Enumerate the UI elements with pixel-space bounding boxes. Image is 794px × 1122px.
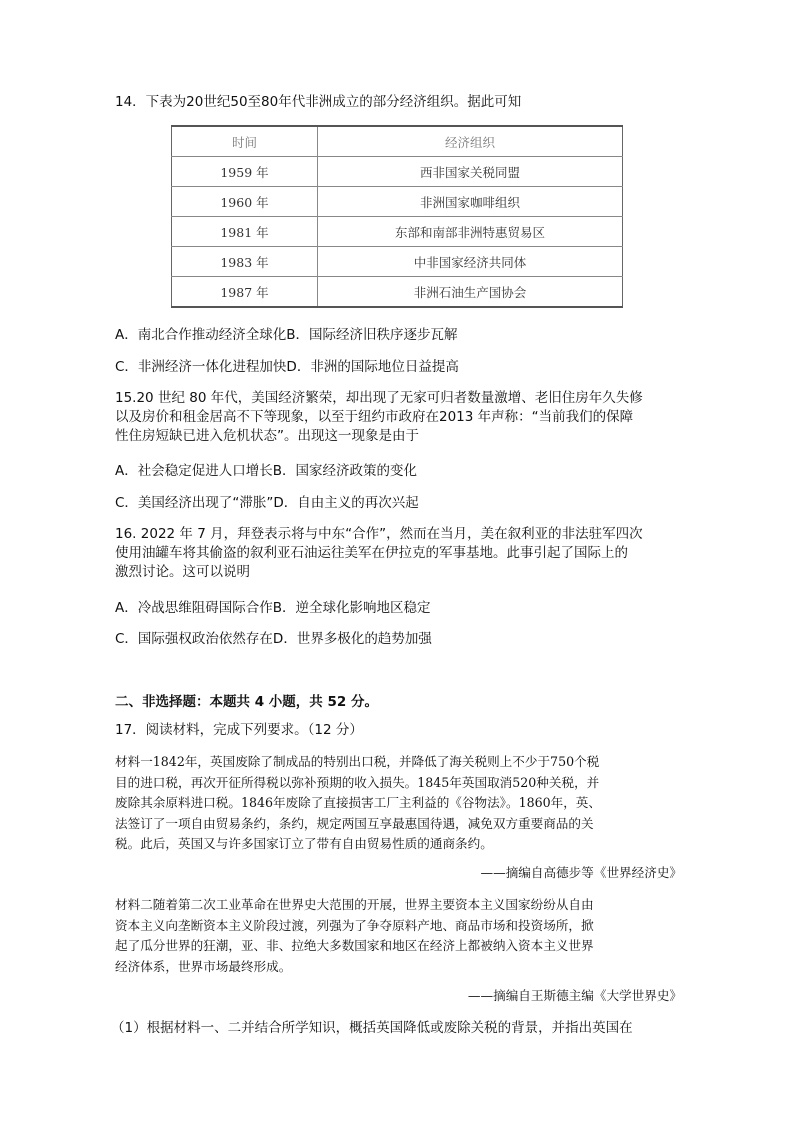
table-row: [172, 277, 623, 308]
q15-options-ab: A．社会稳定促进人口增长B．国家经济政策的变化: [115, 463, 417, 479]
table-cell-year: 1981 年: [172, 217, 318, 247]
material-line: 材料二随着第二次工业革命在世界史大范围的开展，世界主要资本主义国家纷纷从自由: [115, 897, 594, 912]
table-cell-org: 非洲国家咖啡组织: [318, 187, 623, 217]
table-cell-org: 中非国家经济共同体: [318, 247, 623, 277]
q17-subquestion-1: （1）根据材料一、二并结合所学知识，概括英国降低或废除关税的背景，并指出英国在: [111, 1020, 633, 1036]
table-cell-org: 西非国家关税同盟: [318, 157, 623, 187]
table-cell-org: 东部和南部非洲特惠贸易区: [318, 217, 623, 247]
q14-table: [171, 125, 623, 308]
material-line: 税。此后，英国又与许多国家订立了带有自由贸易性质的通商条约。: [115, 836, 493, 851]
q15-stem-line: 15.20 世纪 80 年代，美国经济繁荣，却出现了无家可归者数量激增、老旧住房年久失修: [115, 390, 643, 406]
table-row: [172, 247, 623, 277]
q16-options-cd: C．国际强权政治依然存在D．世界多极化的趋势加强: [115, 631, 432, 647]
q14-options-cd: C．非洲经济一体化进程加快D．非洲的国际地位日益提高: [115, 359, 459, 375]
q14-stem: 14．下表为20世纪50至80年代非洲成立的部分经济组织。据此可知: [115, 94, 522, 110]
q16-stem-line: 16. 2022 年 7 月，拜登表示将与中东“合作”，然而在当月，美在叙利亚的非法驻军四次: [115, 526, 643, 542]
table-cell-year: 1959 年: [172, 157, 318, 187]
q15-stem-line: 性住房短缺已进入危机状态”。出现这一现象是由于: [115, 428, 419, 444]
q17-source-2: ——摘编自王斯德主编《大学世界史》: [467, 988, 682, 1003]
material-line: 资本主义向垄断资本主义阶段过渡，列强为了争夺原料产地、商品市场和投资场所，掀: [115, 917, 594, 933]
q17-material-1: [115, 752, 685, 855]
q16-stem-line: 使用油罐车将其偷盗的叙利亚石油运往美军在伊拉克的军事基地。此事引起了国际上的: [115, 545, 628, 561]
material-line: 废除其余原料进口税。1846年废除了直接损害工厂主利益的《谷物法》。1860年，英、: [115, 795, 601, 810]
section-title: 二、非选择题：本题共 4 小题，共 52 分。: [115, 694, 378, 710]
q16-stem-line: 激烈讨论。这可以说明: [115, 564, 250, 580]
q17-material-2: [115, 895, 685, 977]
table-row: [172, 157, 623, 187]
table-header-time: 时间: [172, 126, 318, 157]
q15-options-cd: C．美国经济出现了“滞胀”D．自由主义的再次兴起: [115, 495, 419, 511]
table-row: [172, 187, 623, 217]
table-row: [172, 217, 623, 247]
table-header-row: [172, 126, 623, 157]
material-line: 法签订了一项自由贸易条约，条约，规定两国互享最惠国待遇，减免双方重要商品的关: [115, 815, 594, 831]
q15-stem-line: 以及房价和租金居高不下等现象，以至于纽约市政府在2013 年声称：“当前我们的保障: [115, 409, 634, 425]
table-cell-year: 1960 年: [172, 187, 318, 217]
q16-options-ab: A．冷战思维阻碍国际合作B．逆全球化影响地区稳定: [115, 600, 431, 616]
table-cell-year: 1987 年: [172, 277, 318, 308]
q17-stem: 17．阅读材料，完成下列要求。（12 分）: [115, 722, 363, 738]
q17-source-1: ——摘编自高德步等《世界经济史》: [480, 865, 682, 880]
material-line: 经济体系，世界市场最终形成。: [115, 958, 292, 974]
material-line: 目的进口税，再次开征所得税以弥补预期的收入损失。1845年英国取消520种关税，并: [115, 774, 600, 790]
material-line: 材料一1842年，英国废除了制成品的特别出口税，并降低了海关税则上不少于750个税: [115, 754, 600, 769]
q14-options-ab: A．南北合作推动经济全球化B．国际经济旧秩序逐步瓦解: [115, 327, 458, 343]
material-line: 起了瓜分世界的狂潮，亚、非、拉绝大多数国家和地区在经济上都被纳入资本主义世界: [115, 938, 594, 953]
table-cell-year: 1983 年: [172, 247, 318, 277]
q15-stem: [115, 389, 685, 446]
table-cell-org: 非洲石油生产国协会: [318, 277, 623, 308]
table-header-org: 经济组织: [318, 126, 623, 157]
q16-stem: [115, 525, 685, 582]
